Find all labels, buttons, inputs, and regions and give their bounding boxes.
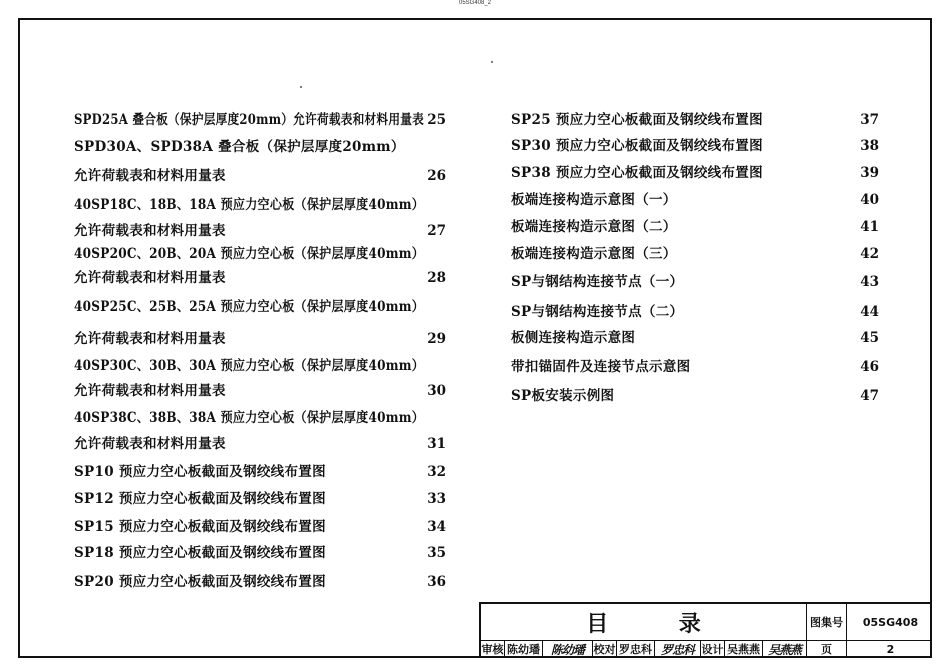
toc-entry-page: 32 [427, 464, 446, 480]
toc-entry-title: SP板安装示例图 [511, 388, 615, 404]
toc-entry-page: 30 [427, 383, 446, 399]
toc-entry-title: 40SP18C、18B、18A 预应力空心板（保护层厚度40mm） [74, 197, 425, 213]
toc-entry-title: SP30 预应力空心板截面及钢绞线布置图 [511, 138, 763, 154]
toc-entry-title: SPD30A、SPD38A 叠合板（保护层厚度20mm） [74, 139, 405, 155]
toc-entry-title: 允许荷载表和材料用量表 [74, 168, 226, 184]
toc-entry-title: 40SP25C、25B、25A 预应力空心板（保护层厚度40mm） [74, 299, 425, 315]
page-label: 页 [807, 640, 847, 658]
scan-speck [491, 61, 493, 63]
toc-entry-title: SP25 预应力空心板截面及钢绞线布置图 [511, 112, 763, 128]
toc-entry-page: 46 [860, 359, 879, 375]
toc-entry-title: SP15 预应力空心板截面及钢绞线布置图 [74, 519, 326, 535]
catalog-title-char-1: 目 [586, 611, 609, 637]
toc-entry-page: 33 [427, 491, 446, 507]
toc-entry-title: SP与钢结构连接节点（二） [511, 304, 684, 320]
reviewer-signature [543, 640, 593, 658]
document-code: 05SG408_2 [458, 0, 492, 6]
toc-entry-title: 允许荷载表和材料用量表 [74, 270, 226, 286]
toc-entry-title: 带扣锚固件及连接节点示意图 [511, 359, 691, 375]
toc-entry-page: 38 [860, 138, 879, 154]
check-label: 校对 [593, 640, 617, 658]
toc-entry-title: 板端连接构造示意图（三） [511, 246, 677, 262]
reviewer-name: 陈幼璠 [505, 640, 543, 658]
page-number: 2 [886, 642, 895, 656]
toc-entry-page: 35 [427, 545, 446, 561]
toc-entry-page: 45 [860, 330, 879, 346]
atlas-label: 图集号 [807, 604, 847, 640]
toc-entry-page: 36 [427, 574, 446, 590]
toc-entry-page: 44 [860, 304, 879, 320]
checker-signature-text: 罗忠科 [660, 642, 694, 657]
toc-entry-page: 34 [427, 519, 446, 535]
toc-entry-page: 26 [427, 168, 446, 184]
toc-entry-title: SP20 预应力空心板截面及钢绞线布置图 [74, 574, 326, 590]
toc-entry-title: SP18 预应力空心板截面及钢绞线布置图 [74, 545, 326, 561]
toc-entry-title: SP与钢结构连接节点（一） [511, 274, 684, 290]
toc-entry-page: 27 [427, 223, 446, 239]
toc-entry-page: 28 [427, 270, 446, 286]
designer-signature-text: 吴燕燕 [767, 642, 801, 657]
toc-entry-title: 板端连接构造示意图（二） [511, 219, 677, 235]
toc-entry-title: SP12 预应力空心板截面及钢绞线布置图 [74, 491, 326, 507]
review-label: 审核 [481, 640, 505, 658]
toc-entry-page: 25 [427, 112, 446, 128]
checker-name: 罗忠科 [617, 640, 655, 658]
toc-entry-page: 41 [860, 219, 879, 235]
reviewer-signature-text: 陈幼璠 [550, 642, 584, 657]
toc-entry-title: 40SP30C、30B、30A 预应力空心板（保护层厚度40mm） [74, 358, 425, 374]
toc-entry-title: 40SP20C、20B、20A 预应力空心板（保护层厚度40mm） [74, 246, 425, 262]
toc-entry-title: SP10 预应力空心板截面及钢绞线布置图 [74, 464, 326, 480]
title-block-top-row [481, 604, 932, 641]
catalog-title [481, 604, 807, 640]
toc-entry-title: 40SP38C、38B、38A 预应力空心板（保护层厚度40mm） [74, 410, 425, 426]
toc-entry-page: 47 [860, 388, 879, 404]
toc-entry-page: 37 [860, 112, 879, 128]
designer-signature [763, 640, 807, 658]
toc-entry-page: 31 [427, 436, 446, 452]
toc-entry-page: 39 [860, 165, 879, 181]
toc-entry-page: 29 [427, 331, 446, 347]
toc-entry-title: 允许荷载表和材料用量表 [74, 383, 226, 399]
toc-entry-title: SP38 预应力空心板截面及钢绞线布置图 [511, 165, 763, 181]
toc-entry-title: 允许荷载表和材料用量表 [74, 331, 226, 347]
toc-entry-page: 40 [860, 192, 879, 208]
toc-entry-title: 允许荷载表和材料用量表 [74, 223, 226, 239]
toc-entry-page: 42 [860, 246, 879, 262]
toc-entry-page: 43 [860, 274, 879, 290]
toc-entry-title: 允许荷载表和材料用量表 [74, 436, 226, 452]
title-block [479, 602, 932, 658]
title-block-bottom-row [481, 640, 932, 658]
scan-speck [300, 86, 302, 88]
design-label: 设计 [701, 640, 725, 658]
toc-entry-title: 板侧连接构造示意图 [511, 330, 636, 346]
designer-name: 吴燕燕 [725, 640, 763, 658]
toc-entry-title: 板端连接构造示意图（一） [511, 192, 677, 208]
toc-entry-title: SPD25A 叠合板（保护层厚度20mm）允许荷载表和材料用量表 [74, 112, 425, 128]
checker-signature [655, 640, 701, 658]
atlas-number: 05SG408 [862, 615, 919, 629]
catalog-title-char-2: 录 [678, 611, 701, 637]
